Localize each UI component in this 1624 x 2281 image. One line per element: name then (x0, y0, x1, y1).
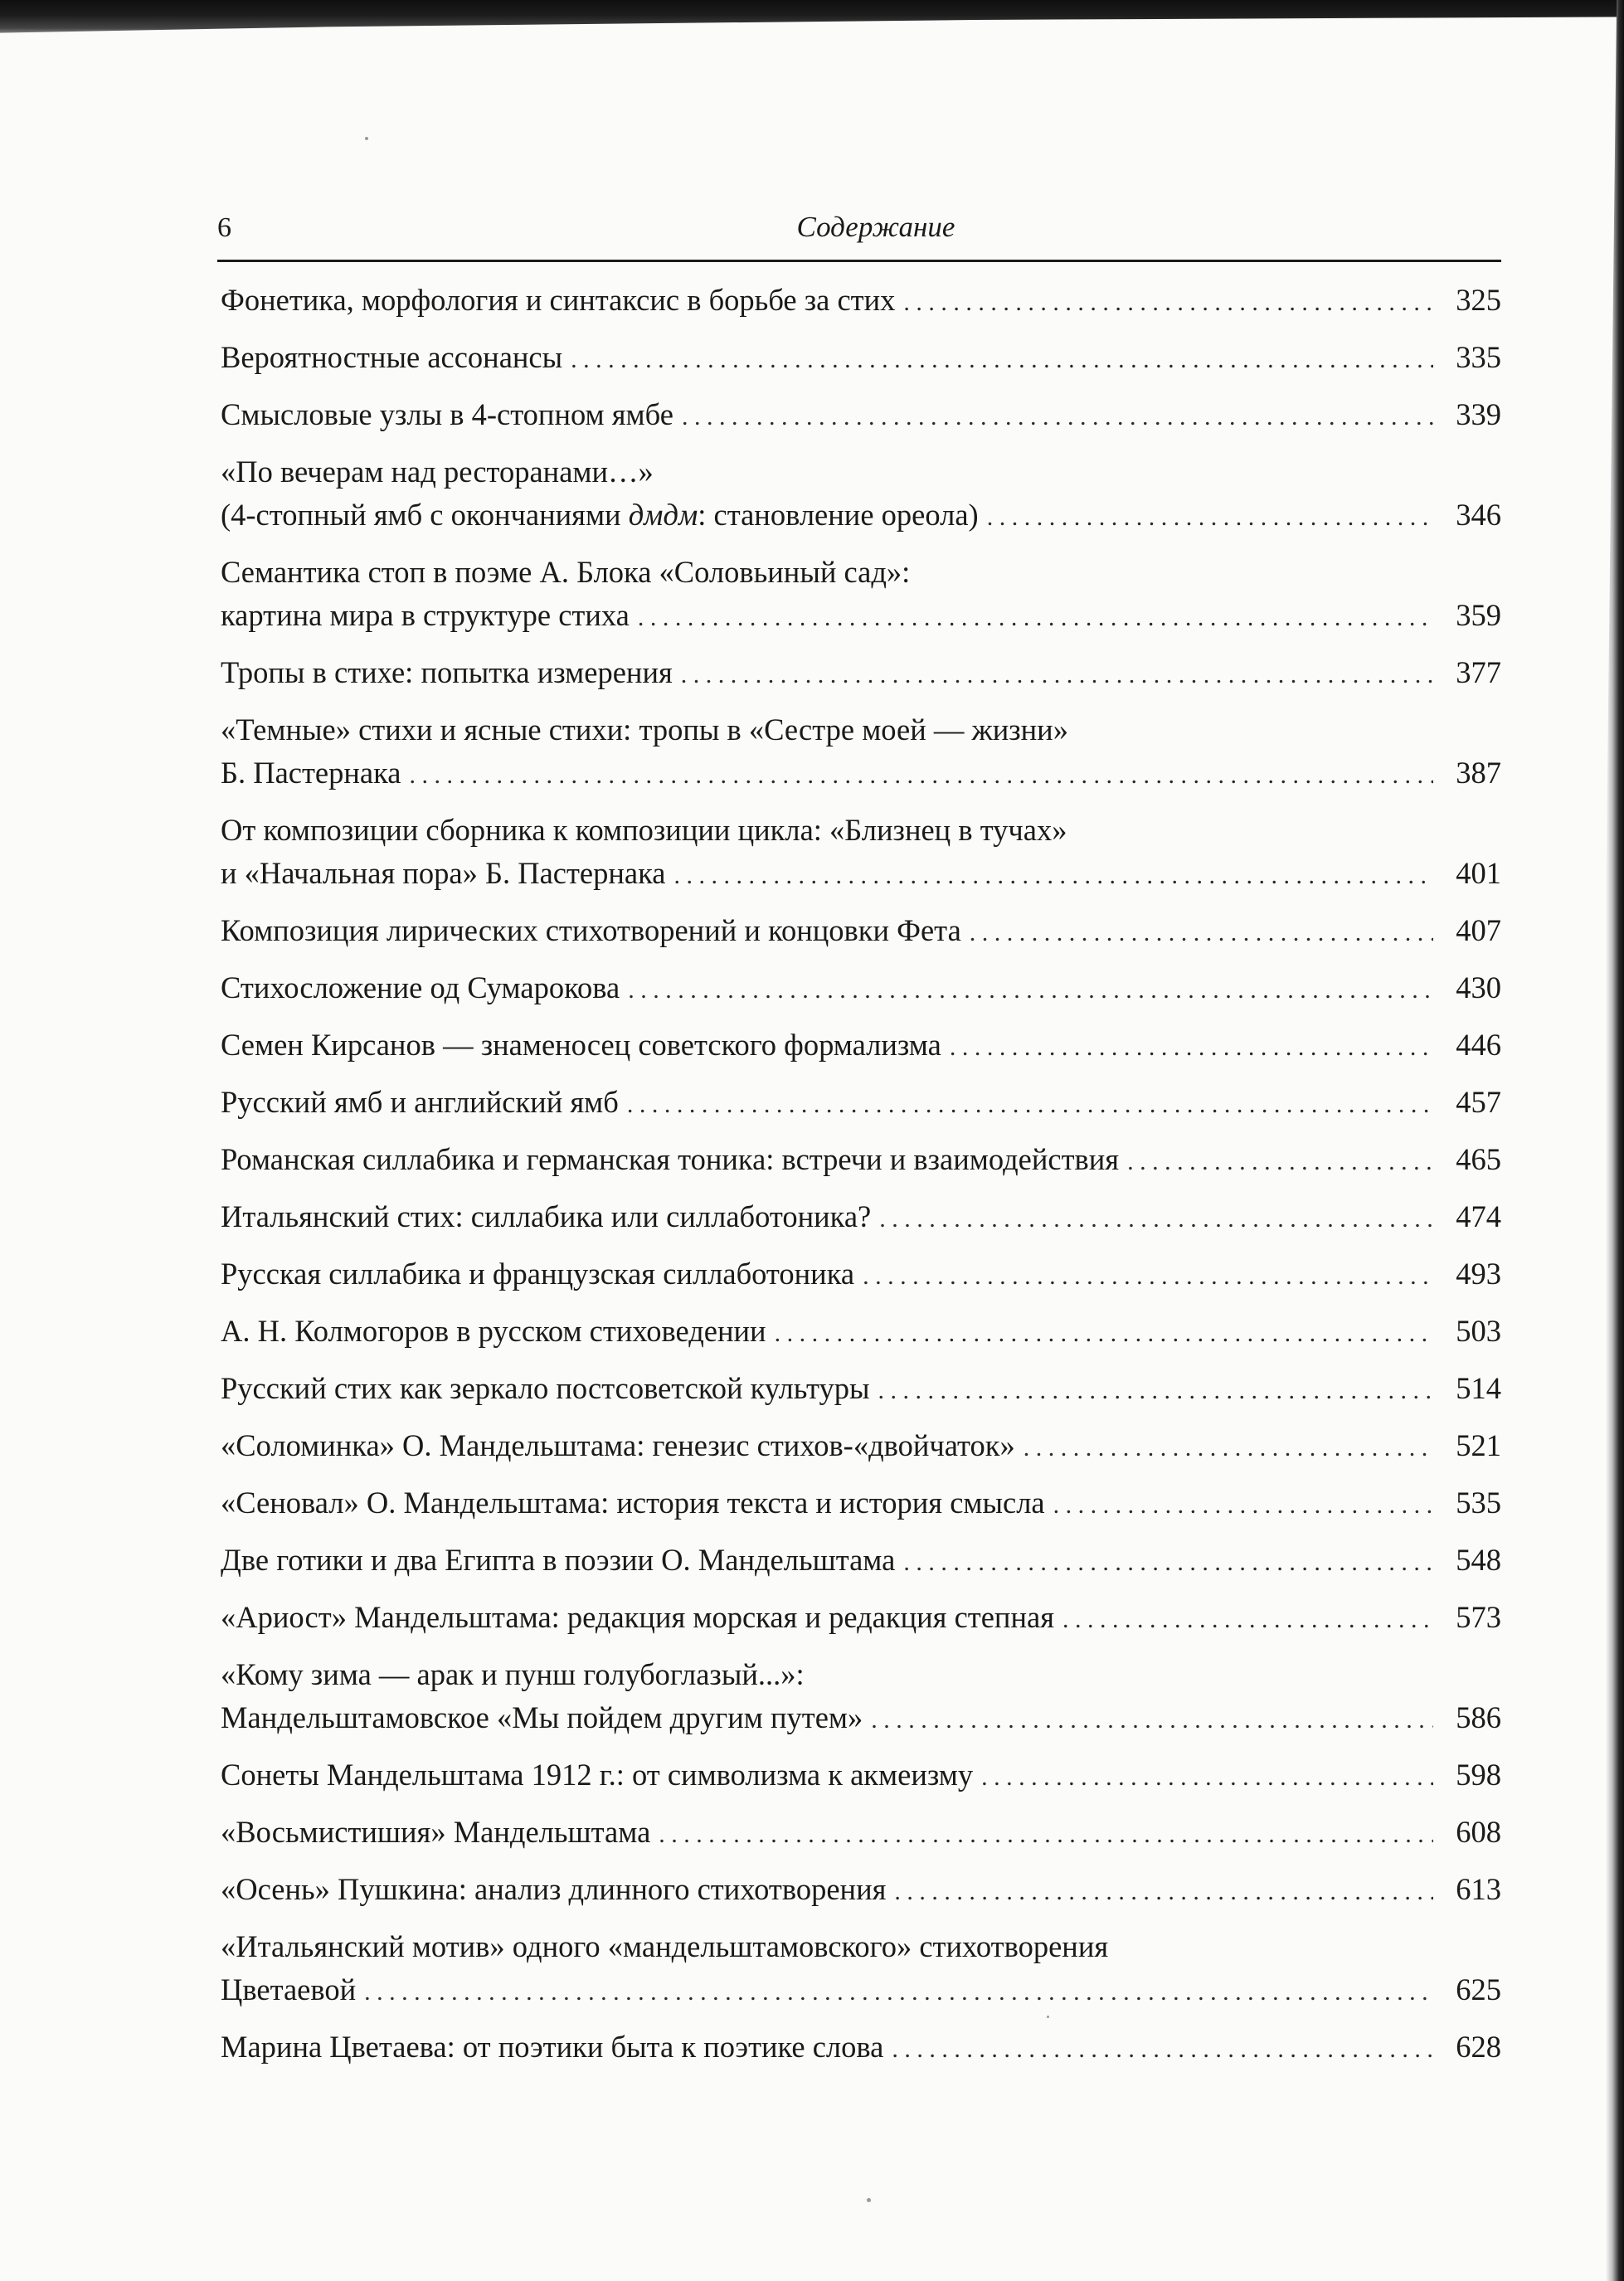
toc-entry (221, 1753, 1501, 1811)
toc-entry-title: «Осень» Пушкина: анализ длинного стихотворения (221, 1872, 887, 1906)
leader-dots (878, 1367, 1433, 1413)
toc-entry (221, 651, 1501, 708)
page-header (217, 207, 1501, 257)
toc-entry (221, 450, 1501, 551)
toc-entry-title-line1: «По вечерам над ресторанами…» (221, 455, 654, 489)
toc-entry (221, 708, 1501, 809)
toc-entry (221, 2026, 1501, 2083)
toc-entry-title: «Соломинка» О. Мандельштама: генезис стихов-«двойчаток» (221, 1428, 1015, 1462)
toc-entry-page: 548 (1456, 1543, 1501, 1577)
toc-entry (221, 1424, 1501, 1481)
toc-entry-title: Тропы в стихе: попытка измерения (221, 655, 673, 689)
toc-entry-page: 346 (1456, 498, 1501, 532)
scan-speck (867, 2198, 871, 2202)
leader-dots (903, 1539, 1433, 1584)
toc-entry-title: Вероятностные ассонансы (221, 340, 563, 374)
toc-entry-title: Фонетика, морфология и синтаксис в борьбе за стих (221, 283, 896, 317)
running-title: Содержание (796, 211, 955, 243)
toc-entry-title-post: : становление ореола) (698, 498, 979, 532)
leader-dots (987, 494, 1433, 539)
toc-entry-title: Семен Кирсанов — знаменосец советского формализма (221, 1028, 941, 1062)
toc-entry-title-pre: (4-стопный ямб с окончаниями (221, 498, 629, 532)
toc-entry (221, 1868, 1501, 1925)
page-number: 6 (217, 212, 231, 243)
toc-entry (221, 909, 1501, 966)
leader-dots (970, 909, 1433, 955)
leader-dots (628, 966, 1433, 1012)
toc-entry (221, 1252, 1501, 1310)
toc-entry-page: 628 (1456, 2030, 1501, 2064)
toc-entry-page: 613 (1456, 1872, 1501, 1906)
toc-entry-title: Смысловые узлы в 4-стопном ямбе (221, 397, 673, 431)
leader-dots (659, 1811, 1433, 1856)
toc-entry-page: 586 (1456, 1700, 1501, 1734)
toc-entry-page: 521 (1456, 1428, 1501, 1462)
toc-entry-page: 401 (1456, 856, 1501, 890)
leader-dots (674, 852, 1434, 897)
toc-entry (221, 393, 1501, 450)
toc-entry-title-line1: «Кому зима — арак и пунш голубоглазый...»: (221, 1657, 805, 1691)
toc-entry-page: 514 (1456, 1371, 1501, 1405)
toc-entry (221, 1481, 1501, 1539)
toc-entry-title: Русская силлабика и французская силлаботоника (221, 1257, 855, 1291)
leader-dots (981, 1753, 1433, 1799)
toc-entry (221, 1596, 1501, 1653)
toc-entry-title-line1: «Темные» стихи и ясные стихи: тропы в «Сестре моей — жизни» (221, 713, 1068, 747)
toc-entry-page: 446 (1456, 1028, 1501, 1062)
toc-entry (221, 1195, 1501, 1252)
toc-entry-title: «Сеновал» О. Мандельштама: история текста и история смысла (221, 1486, 1045, 1520)
toc-entry-page: 335 (1456, 340, 1501, 374)
leader-dots (638, 594, 1433, 640)
toc-entry-page: 573 (1456, 1600, 1501, 1634)
toc-entry-page: 457 (1456, 1085, 1501, 1119)
toc-entry (221, 336, 1501, 393)
toc-entry-title: Русский ямб и английский ямб (221, 1085, 619, 1119)
toc-entry-page: 407 (1456, 913, 1501, 947)
toc-entry-title: Русский стих как зеркало постсоветской культуры (221, 1371, 870, 1405)
toc-entry-title-line1: Семантика стоп в поэме А. Блока «Соловьиный сад»: (221, 555, 911, 589)
toc-entry-title: Композиция лирических стихотворений и концовки Фета (221, 913, 961, 947)
toc-entry-title-line1: От композиции сборника к композиции цикла: «Близнец в тучах» (221, 813, 1067, 847)
toc-entry-page: 535 (1456, 1486, 1501, 1520)
leader-dots (410, 751, 1434, 797)
toc-entry-page: 387 (1456, 756, 1501, 790)
toc-entry-page: 430 (1456, 970, 1501, 1004)
toc-entry-page: 339 (1456, 397, 1501, 431)
toc-entry-title-italic: дмдм (628, 498, 698, 532)
toc-entry (221, 1138, 1501, 1195)
leader-dots (863, 1252, 1433, 1298)
leader-dots (1127, 1138, 1433, 1184)
toc-entry (221, 279, 1501, 336)
leader-dots (682, 393, 1433, 439)
leader-dots (894, 1868, 1433, 1914)
toc-entry (221, 1081, 1501, 1138)
toc-entry-page: 608 (1456, 1815, 1501, 1849)
header-rule (217, 260, 1501, 262)
leader-dots (1053, 1481, 1433, 1527)
toc-entry-title-line1: «Итальянский мотив» одного «мандельштамовского» стихотворения (221, 1929, 1109, 1963)
toc-entry (221, 1811, 1501, 1868)
toc-entry-title: Две готики и два Египта в поэзии О. Мандельштама (221, 1543, 896, 1577)
leader-dots (1024, 1424, 1433, 1470)
toc-entry (221, 1310, 1501, 1367)
toc-entry-page: 474 (1456, 1199, 1501, 1233)
leader-dots (627, 1081, 1433, 1126)
toc-entry (221, 809, 1501, 909)
toc-entry (221, 1653, 1501, 1753)
toc-entry-page: 625 (1456, 1972, 1501, 2006)
table-of-contents (221, 279, 1501, 2083)
toc-entry-title (221, 494, 979, 537)
toc-entry (221, 1367, 1501, 1424)
toc-entry-title: Стихосложение од Сумарокова (221, 970, 620, 1004)
toc-entry (221, 551, 1501, 651)
leader-dots (1062, 1596, 1433, 1641)
leader-dots (950, 1024, 1433, 1069)
toc-entry-title: Итальянский стих: силлабика или силлаботоника? (221, 1199, 872, 1233)
toc-entry-title: Б. Пастернака (221, 756, 401, 790)
toc-entry-page: 503 (1456, 1314, 1501, 1348)
toc-entry-title: и «Начальная пора» Б. Пастернака (221, 856, 666, 890)
leader-dots (571, 336, 1433, 382)
toc-entry-title: картина мира в структуре стиха (221, 598, 630, 632)
toc-entry-title: «Восьмистишия» Мандельштама (221, 1815, 651, 1849)
toc-entry-title: «Ариост» Мандельштама: редакция морская и редакция степная (221, 1600, 1054, 1634)
leader-dots (775, 1310, 1433, 1355)
toc-entry-title: Мандельштамовское «Мы пойдем другим путем» (221, 1700, 863, 1734)
toc-entry-title: Романская силлабика и германская тоника: встречи и взаимодействия (221, 1142, 1120, 1176)
toc-entry-page: 377 (1456, 655, 1501, 689)
toc-entry-title: А. Н. Колмогоров в русском стиховедении (221, 1314, 766, 1348)
leader-dots (871, 1696, 1433, 1742)
toc-entry-page: 493 (1456, 1257, 1501, 1291)
scan-speck (365, 137, 368, 140)
leader-dots (364, 1968, 1433, 2014)
toc-entry (221, 966, 1501, 1024)
toc-entry (221, 1024, 1501, 1081)
scan-speck (1047, 2016, 1049, 2018)
toc-entry-title: Марина Цветаева: от поэтики быта к поэтике слова (221, 2030, 884, 2064)
toc-entry-page: 465 (1456, 1142, 1501, 1176)
toc-entry (221, 1539, 1501, 1596)
toc-entry-page: 598 (1456, 1758, 1501, 1792)
leader-dots (681, 651, 1433, 697)
leader-dots (892, 2026, 1433, 2071)
toc-entry-title: Сонеты Мандельштама 1912 г.: от символизма к акмеизму (221, 1758, 974, 1792)
leader-dots (903, 279, 1433, 324)
toc-entry-page: 359 (1456, 598, 1501, 632)
toc-entry (221, 1925, 1501, 2026)
toc-entry-page: 325 (1456, 283, 1501, 317)
leader-dots (879, 1195, 1433, 1241)
toc-entry-title: Цветаевой (221, 1972, 357, 2006)
